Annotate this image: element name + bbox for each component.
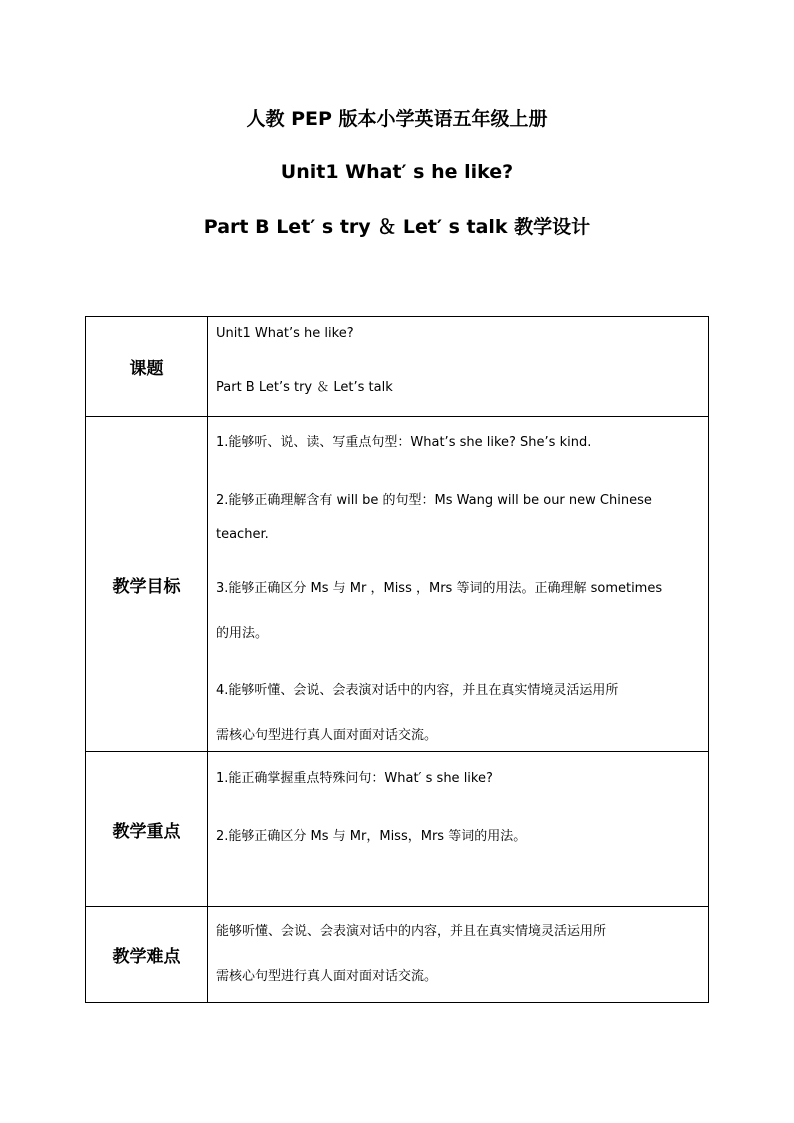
objective-line: 3.能够正确区分 Ms 与 Mr ，Miss ，Mrs 等词的用法。正确理解 sometimes — [216, 581, 663, 596]
objective-line: 需核心句型进行真人面对面对话交流。 — [216, 728, 438, 743]
table-row-difficulties — [86, 907, 709, 1003]
lesson-title: Part B Let′ s try ＆ Let′ s talk 教学设计 — [203, 216, 591, 238]
document-title: 人教 PEP 版本小学英语五年级上册 — [246, 108, 548, 130]
lesson-plan-table — [85, 316, 709, 1003]
objective-line: 的用法。 — [216, 626, 269, 641]
topic-content — [208, 317, 709, 417]
table-row-objectives — [86, 417, 709, 752]
objectives-content — [208, 417, 709, 752]
topic-label: 课题 — [86, 317, 208, 417]
objective-line: 1.能够听、说、读、写重点句型：What’s she like? She’s kind. — [216, 435, 592, 450]
key-points-label: 教学重点 — [86, 752, 208, 907]
key-point-line: 1.能正确掌握重点特殊问句：What′ s she like? — [216, 771, 493, 786]
unit-title: Unit1 What′ s he like? — [280, 161, 514, 183]
difficulty-line: 能够听懂、会说、会表演对话中的内容，并且在真实情境灵活运用所 — [216, 924, 607, 939]
topic-line: Part B Let’s try ＆ Let’s talk — [216, 380, 393, 395]
difficulty-line: 需核心句型进行真人面对面对话交流。 — [216, 969, 438, 984]
table-row-topic — [86, 317, 709, 417]
objective-line: 4.能够听懂、会说、会表演对话中的内容，并且在真实情境灵活运用所 — [216, 683, 619, 698]
objective-line: teacher. — [216, 527, 269, 542]
difficulties-content — [208, 907, 709, 1003]
difficulties-label: 教学难点 — [86, 907, 208, 1003]
key-point-line: 2.能够正确区分 Ms 与 Mr，Miss，Mrs 等词的用法。 — [216, 829, 527, 844]
objectives-label: 教学目标 — [86, 417, 208, 752]
table-row-key-points — [86, 752, 709, 907]
objective-line: 2.能够正确理解含有 will be 的句型：Ms Wang will be our new Chinese — [216, 493, 652, 508]
topic-line: Unit1 What’s he like? — [216, 326, 354, 341]
key-points-content — [208, 752, 709, 907]
